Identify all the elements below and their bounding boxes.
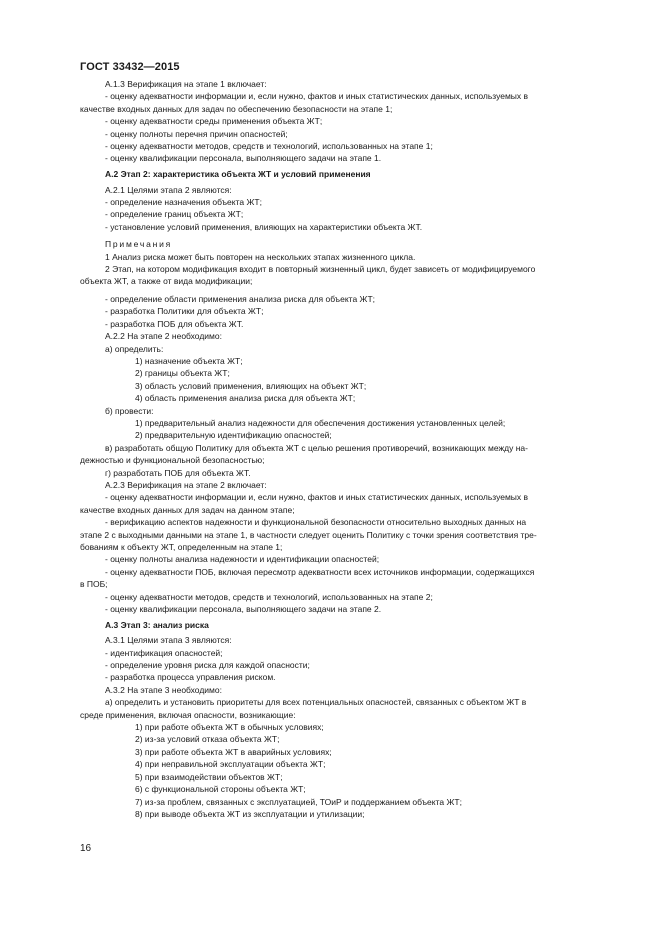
text-line: - оценку адекватности методов, средств и технологий, использованных на этапе 2;	[105, 591, 433, 602]
text-line: - разработка ПОБ для объекта ЖТ.	[105, 318, 244, 329]
text-line: среде применения, включая опасности, возникающие:	[80, 709, 296, 720]
text-line: б) провести:	[105, 405, 154, 416]
text-line: А.2.1 Целями этапа 2 являются:	[105, 184, 232, 195]
section-heading: А.2 Этап 2: характеристика объекта ЖТ и условий применения	[105, 169, 371, 180]
list-item: 5) при взаимодействии объектов ЖТ;	[135, 771, 283, 782]
text-line: в) разработать общую Политику для объекта ЖТ с целью решения противоречий, возникающих между на-	[105, 442, 528, 453]
text-line: - определение уровня риска для каждой опасности;	[105, 660, 310, 671]
document-body	[80, 78, 616, 820]
list-item: 2) границы объекта ЖТ;	[135, 368, 230, 379]
list-item: 4) при неправильной эксплуатации объекта ЖТ;	[135, 759, 326, 770]
text-line: - оценку адекватности информации и, если нужно, фактов и иных статистических данных, используемых в	[105, 492, 529, 503]
list-item: 6) с функциональной стороны объекта ЖТ;	[135, 784, 306, 795]
text-line: - верификацию аспектов надежности и функциональной безопасности относительно выходных данных на	[105, 517, 527, 528]
note-line: объекта ЖТ, а также от вида модификации;	[80, 276, 253, 287]
text-line: - оценку адекватности методов, средств и технологий, использованных на этапе 1;	[105, 141, 433, 152]
list-item: 4) область применения анализа риска для объекта ЖТ;	[135, 393, 356, 404]
list-item: 1) назначение объекта ЖТ;	[135, 355, 243, 366]
text-line: А.2.2 На этапе 2 необходимо:	[105, 331, 222, 342]
document-header: ГОСТ 33432—2015	[80, 61, 180, 73]
note-line: 1 Анализ риска может быть повторен на нескольких этапах жизненного цикла.	[105, 251, 416, 262]
text-line: А.3.1 Целями этапа 3 являются:	[105, 635, 232, 646]
page-number: 16	[80, 843, 92, 854]
text-line: г) разработать ПОБ для объекта ЖТ.	[105, 467, 251, 478]
text-line: качестве входных данных для задач по обеспечению безопасности на этапе 1;	[80, 103, 393, 114]
notes-heading: Примечания	[105, 239, 173, 250]
list-item: 1) при работе объекта ЖТ в обычных условиях;	[135, 722, 324, 733]
text-line: - оценку адекватности среды применения объекта ЖТ;	[105, 116, 323, 127]
section-heading: А.3 Этап 3: анализ риска	[105, 619, 209, 630]
text-line: А.1.3 Верификация на этапе 1 включает:	[105, 79, 267, 89]
text-line: - оценку полноты анализа надежности и идентификации опасностей;	[105, 554, 380, 565]
list-item: 3) область условий применения, влияющих на объект ЖТ;	[135, 380, 367, 391]
text-line: - оценку адекватности ПОБ, включая пересмотр адекватности всех источников информации, содержащихся	[105, 566, 535, 577]
text-line: - установление условий применения, влияющих на характеристики объекта ЖТ.	[105, 221, 423, 232]
list-item: 1) предварительный анализ надежности для обеспечения достижения установленных целей;	[135, 417, 506, 428]
text-line: а) определить и установить приоритеты для всех потенциальных опасностей, связанных с объектом ЖТ в	[105, 697, 527, 708]
list-item: 7) из-за проблем, связанных с эксплуатацией, ТОиР и поддержанием объекта ЖТ;	[135, 796, 462, 807]
text-line: - оценку квалификации персонала, выполняющего задачи на этапе 1.	[105, 153, 382, 164]
list-item: 8) при выводе объекта ЖТ из эксплуатации и утилизации;	[135, 808, 365, 819]
text-line: этапе 2 с выходными данными на этапе 1, в частности следует оценить Политику с точки зрения соответствия тре-	[80, 529, 537, 540]
text-line: А.2.3 Верификация на этапе 2 включает:	[105, 479, 267, 490]
list-item: 2) предварительную идентификацию опасностей;	[135, 430, 332, 441]
text-line: - оценку квалификации персонала, выполняющего задачи на этапе 2.	[105, 604, 382, 615]
text-line: - определение границ объекта ЖТ;	[105, 209, 244, 220]
text-line: дежностью и функциональной безопасностью;	[80, 455, 265, 466]
text-line: качестве входных данных для задач на данном этапе;	[80, 504, 295, 515]
text-line: - определение области применения анализа риска для объекта ЖТ;	[105, 293, 376, 304]
text-line: - оценку адекватности информации и, если нужно, фактов и иных статистических данных, используемых в	[105, 91, 529, 102]
text-line: а) определить:	[105, 343, 164, 354]
text-line: - определение назначения объекта ЖТ;	[105, 197, 262, 208]
list-item: 3) при работе объекта ЖТ в аварийных условиях;	[135, 746, 332, 757]
text-line: - разработка Политики для объекта ЖТ;	[105, 306, 264, 317]
note-line: 2 Этап, на котором модификация входит в повторный жизненный цикл, будет зависеть от модифицируемого	[105, 264, 536, 275]
text-line: А.3.2 На этапе 3 необходимо:	[105, 684, 222, 695]
text-line: - оценку полноты перечня причин опасностей;	[105, 128, 288, 139]
text-line: - разработка процесса управления риском.	[105, 672, 276, 683]
text-line: бованиям к объекту ЖТ, определенным на этапе 1;	[80, 542, 283, 552]
list-item: 2) из-за условий отказа объекта ЖТ;	[135, 734, 280, 745]
text-line: в ПОБ;	[80, 579, 108, 590]
text-line: - идентификация опасностей;	[105, 647, 223, 658]
